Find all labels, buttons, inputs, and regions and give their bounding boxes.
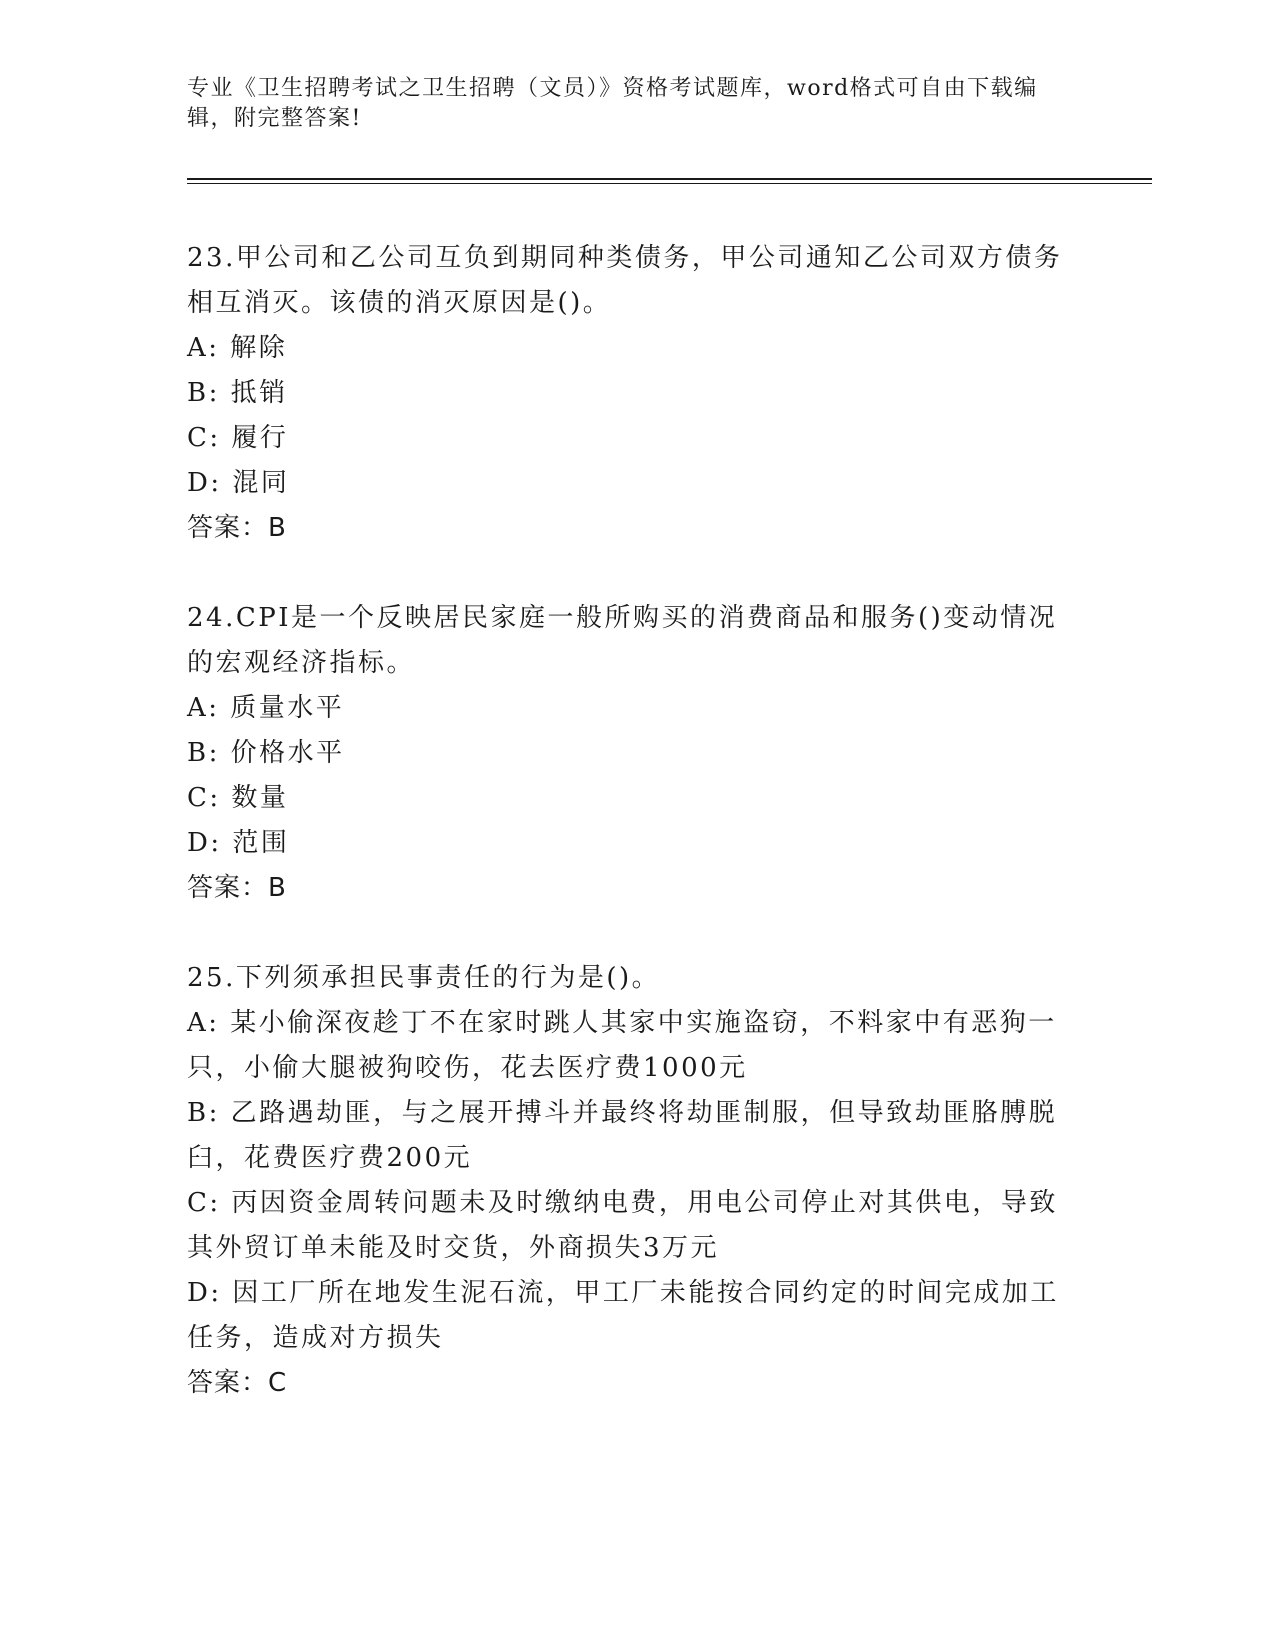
option-a: A: 解除 — [187, 333, 288, 363]
answer-line: 答案：B — [187, 873, 287, 903]
option-b: B: 乙路遇劫匪，与之展开搏斗并最终将劫匪制服，但导致劫匪胳膊脱臼，花费医疗费200元 — [187, 1098, 1058, 1173]
header-divider-thin — [187, 183, 1152, 184]
option-d: D: 混同 — [187, 468, 290, 498]
option-d: D: 因工厂所在地发生泥石流，甲工厂未能按合同约定的时间完成加工任务，造成对方损失 — [187, 1278, 1059, 1353]
option-b: B: 价格水平 — [187, 738, 345, 768]
option-c: C: 丙因资金周转问题未及时缴纳电费，用电公司停止对其供电，导致其外贸订单未能及时交货，外商损失3万元 — [187, 1188, 1058, 1263]
question-stem: 23.甲公司和乙公司互负到期同种类债务，甲公司通知乙公司双方债务相互消灭。该债的消灭原因是()。 — [187, 243, 1063, 318]
option-c: C: 数量 — [187, 783, 289, 813]
option-b: B: 抵销 — [187, 378, 288, 408]
option-a: A: 质量水平 — [187, 693, 345, 723]
option-a: A: 某小偷深夜趁丁不在家时跳人其家中实施盗窃，不料家中有恶狗一只，小偷大腿被狗咬伤，花去医疗费1000元 — [187, 1008, 1057, 1083]
question-stem: 24.CPI是一个反映居民家庭一般所购买的消费商品和服务()变动情况的宏观经济指标。 — [187, 603, 1058, 678]
answer-line: 答案：C — [187, 1368, 288, 1398]
question-25 — [187, 956, 1077, 1406]
question-23 — [187, 236, 1077, 551]
question-list — [187, 236, 1077, 1451]
document-intro: 专业《卫生招聘考试之卫生招聘（文员）》资格考试题库，word格式可自由下载编辑，附完整答案! — [187, 76, 1038, 131]
option-c: C: 履行 — [187, 423, 289, 453]
question-stem: 25.下列须承担民事责任的行为是()。 — [187, 963, 661, 993]
question-24 — [187, 596, 1077, 911]
answer-line: 答案：B — [187, 513, 287, 543]
option-d: D: 范围 — [187, 828, 290, 858]
header-divider-thick — [187, 178, 1152, 180]
